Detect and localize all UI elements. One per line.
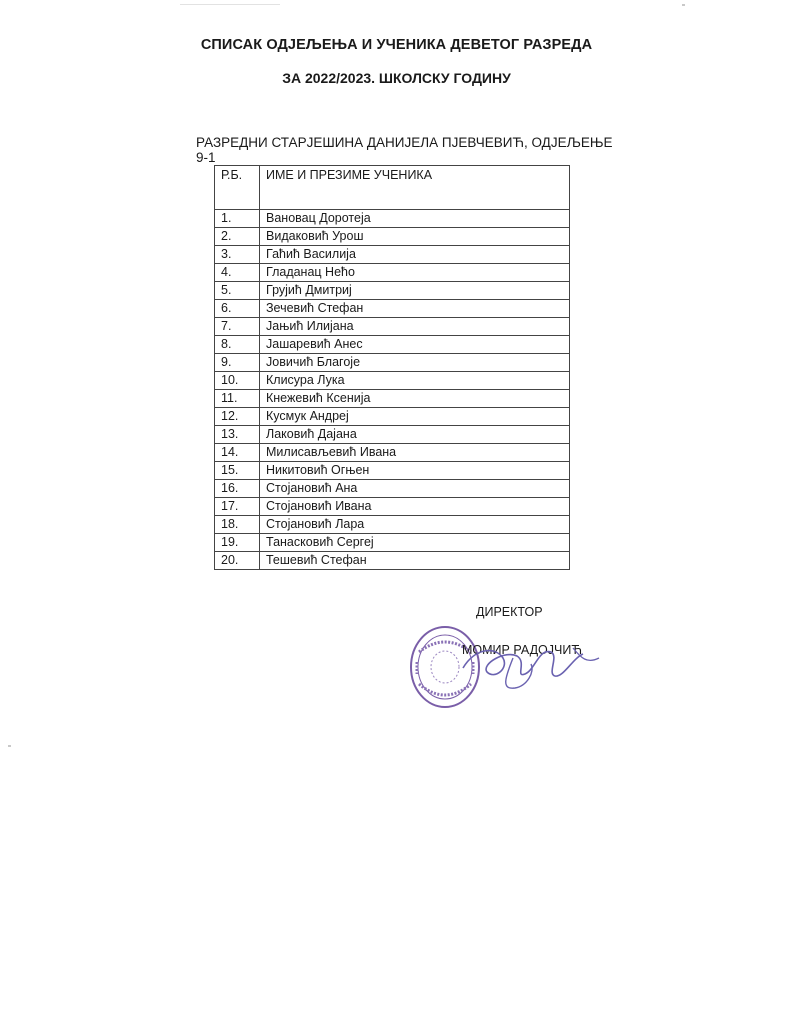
- column-header-name: ИМЕ И ПРЕЗИМЕ УЧЕНИКА: [260, 166, 570, 210]
- header-scan-artifact: [180, 0, 280, 5]
- student-name-cell: Милисављевић Ивана: [260, 444, 570, 462]
- row-number-cell: 7.: [215, 318, 260, 336]
- table-row: [215, 426, 570, 444]
- row-number-cell: 6.: [215, 300, 260, 318]
- table-row: [215, 282, 570, 300]
- table-row: [215, 336, 570, 354]
- row-number-cell: 19.: [215, 534, 260, 552]
- table-row: [215, 210, 570, 228]
- row-number-cell: 1.: [215, 210, 260, 228]
- table-row: [215, 444, 570, 462]
- student-name-cell: Кусмук Андреј: [260, 408, 570, 426]
- column-header-number: Р.Б.: [215, 166, 260, 210]
- document-subtitle: ЗА 2022/2023. ШКОЛСКУ ГОДИНУ: [282, 70, 511, 86]
- student-name-cell: Стојановић Ана: [260, 480, 570, 498]
- row-number-cell: 4.: [215, 264, 260, 282]
- director-name: МОМИР РАДОЈЧИЋ: [462, 643, 583, 657]
- scan-speck: [8, 745, 11, 747]
- row-number-cell: 13.: [215, 426, 260, 444]
- student-roster-table: [214, 165, 570, 570]
- student-name-cell: Стојановић Ивана: [260, 498, 570, 516]
- table-row: [215, 480, 570, 498]
- table-row: [215, 534, 570, 552]
- table-row: [215, 390, 570, 408]
- document-title: СПИСАК ОДЈЕЉЕЊА И УЧЕНИКА ДЕВЕТОГ РАЗРЕДА: [200, 37, 593, 53]
- row-number-cell: 9.: [215, 354, 260, 372]
- student-name-cell: Јањић Илијана: [260, 318, 570, 336]
- row-number-cell: 11.: [215, 390, 260, 408]
- student-name-cell: Видаковић Урош: [260, 228, 570, 246]
- student-name-cell: Тешевић Стефан: [260, 552, 570, 570]
- student-name-cell: Зечевић Стефан: [260, 300, 570, 318]
- student-name-cell: Стојановић Лара: [260, 516, 570, 534]
- row-number-cell: 5.: [215, 282, 260, 300]
- row-number-cell: 18.: [215, 516, 260, 534]
- student-name-cell: Јовичић Благоје: [260, 354, 570, 372]
- table-row: [215, 246, 570, 264]
- table-row: [215, 498, 570, 516]
- table-row: [215, 354, 570, 372]
- row-number-cell: 12.: [215, 408, 260, 426]
- class-teacher-line: РАЗРЕДНИ СТАРЈЕШИНА ДАНИЈЕЛА ПЈЕВЧЕВИЋ, ОДЈЕЉЕЊЕ 9-1: [196, 135, 613, 165]
- table-header-row: [215, 166, 570, 210]
- table-row: [215, 408, 570, 426]
- row-number-cell: 16.: [215, 480, 260, 498]
- row-number-cell: 17.: [215, 498, 260, 516]
- table-row: [215, 228, 570, 246]
- scan-speck: [682, 4, 685, 6]
- row-number-cell: 14.: [215, 444, 260, 462]
- table-body: [215, 210, 570, 570]
- student-name-cell: Грујић Дмитриј: [260, 282, 570, 300]
- student-name-cell: Клисура Лука: [260, 372, 570, 390]
- row-number-cell: 10.: [215, 372, 260, 390]
- handwritten-signature-icon: [455, 628, 605, 698]
- student-name-cell: Лаковић Дајана: [260, 426, 570, 444]
- row-number-cell: 8.: [215, 336, 260, 354]
- student-name-cell: Никитовић Огњен: [260, 462, 570, 480]
- director-title: ДИРЕКТОР: [476, 605, 543, 619]
- student-name-cell: Кнежевић Ксенија: [260, 390, 570, 408]
- table-row: [215, 516, 570, 534]
- table-row: [215, 300, 570, 318]
- table-row: [215, 372, 570, 390]
- row-number-cell: 15.: [215, 462, 260, 480]
- student-name-cell: Вановац Доротеја: [260, 210, 570, 228]
- student-name-cell: Јашаревић Анес: [260, 336, 570, 354]
- row-number-cell: 20.: [215, 552, 260, 570]
- table-row: [215, 462, 570, 480]
- student-name-cell: Гладанац Нећо: [260, 264, 570, 282]
- student-name-cell: Танасковић Сергеј: [260, 534, 570, 552]
- student-name-cell: Гаћић Василија: [260, 246, 570, 264]
- table-row: [215, 318, 570, 336]
- table-row: [215, 552, 570, 570]
- row-number-cell: 3.: [215, 246, 260, 264]
- table-row: [215, 264, 570, 282]
- row-number-cell: 2.: [215, 228, 260, 246]
